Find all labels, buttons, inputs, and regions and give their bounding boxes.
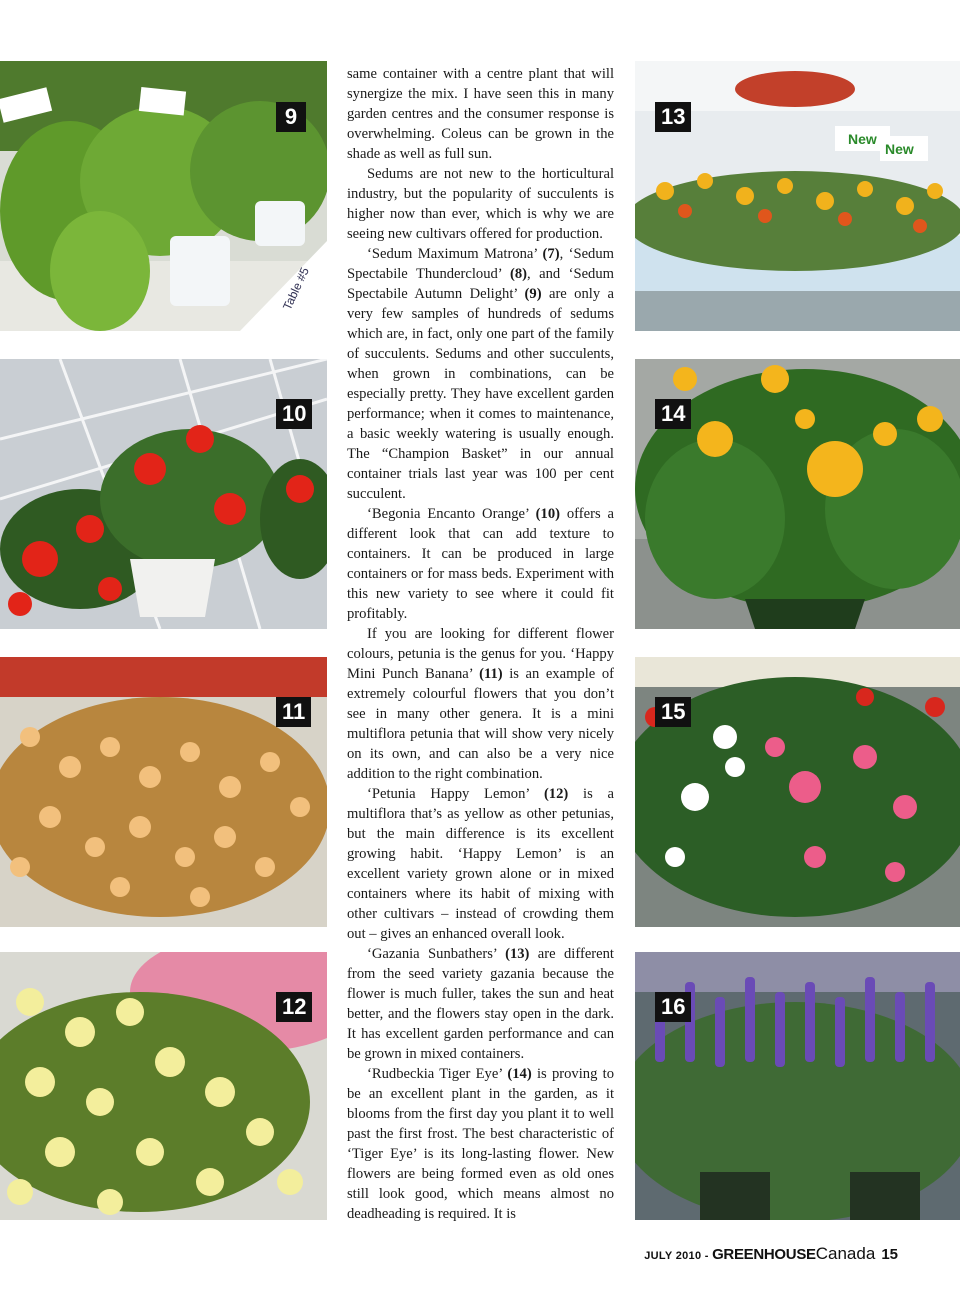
photo-label-16: 16 [655,992,691,1022]
new-sign-2: New [885,141,914,157]
photo-label-9: 9 [276,102,306,132]
paragraph: ‘Begonia Encanto Orange’ (10) offers a different look that can add texture to containers. It can be produced in large containers or for mass beds. Experiment with this new variety to see where it could fit profitably. [347,506,614,622]
article-body [347,64,614,1224]
photo-14-rudbeckia [635,359,960,629]
photo-9-sedum [0,61,327,331]
issue-date: JULY 2010 - [644,1250,713,1262]
paragraph: Sedums are not new to the horticultural industry, but the popularity of succulents is higher now than ever, which is why we are seeing new cultivars offered for production. [347,166,614,242]
page-footer [644,1244,898,1264]
photo-10-begonia [0,359,327,629]
paragraph: ‘Sedum Maximum Matrona’ (7), ‘Sedum Spectabile Thundercloud’ (8), and ‘Sedum Spectabile Autumn Delight’ (9) are only a very few samples of hundreds of sedums which are, in fact, only one part of the family of succulents. Sedums and other succulents, when grown in combinations, can be especially pretty. They have excellent garden performance; when it comes to maintenance, a basic weekly watering is usually enough. The “Champion Basket” in our annual container trials last year was 100 per cent succulent. [347,246,614,502]
photo-16-salvia [635,952,960,1220]
paragraph: same container with a centre plant that will synergize the mix. I have seen this in many garden centres and the consumer response is overwhelming. Coleus can be grown in the shade as well as full sun. [347,66,614,162]
photo-label-10: 10 [276,399,312,429]
paragraph: ‘Petunia Happy Lemon’ (12) is a multiflora that’s as yellow as other petunias, but the main difference is its excellent growing habit. ‘Happy Lemon’ is an excellent variety grown alone or in mixed containers where its habit of mixing with other cultivars – instead of crowding them out – gives an enhanced overall look. [347,786,614,942]
photo-12-petunia-happy-lemon [0,952,327,1220]
photo-11-petunia-punch-banana [0,657,327,927]
paragraph: ‘Gazania Sunbathers’ (13) are different from the seed variety gazania because the flower is much fuller, takes the sun and heat better, and the flowers stay open in the dark. It has excellent garden performance and can be grown in mixed containers. [347,946,614,1062]
photo-label-13: 13 [655,102,691,132]
paragraph: If you are looking for different flower colours, petunia is the genus for you. ‘Happy Mini Punch Banana’ (11) is an example of extremely colourful flowers that you don’t see in many other genera. It is a mini multiflora petunia that will show very nicely on its own, and can also be a very nice addition to the right combination. [347,626,614,782]
new-sign-1: New [848,131,877,147]
table-sign: Table #5 [280,265,312,313]
page-number: 15 [881,1246,898,1263]
photo-label-11: 11 [276,697,311,727]
magazine-name: GREENHOUSE [712,1246,816,1263]
paragraph: ‘Rudbeckia Tiger Eye’ (14) is proving to be an excellent plant in the garden, as it blooms from the first day you plant it to well past the first frost. The best characteristic of ‘Tiger Eye’ is its long-lasting flower. New flowers are being formed even as old ones still look good, which means almost no deadheading is required. It is [347,1066,614,1222]
photo-label-15: 15 [655,697,691,727]
photo-15-begonia-mix [635,657,960,927]
photo-label-14: 14 [655,399,691,429]
photo-label-12: 12 [276,992,312,1022]
photo-13-gazania [635,61,960,331]
magazine-name-suffix: Canada [815,1244,876,1263]
